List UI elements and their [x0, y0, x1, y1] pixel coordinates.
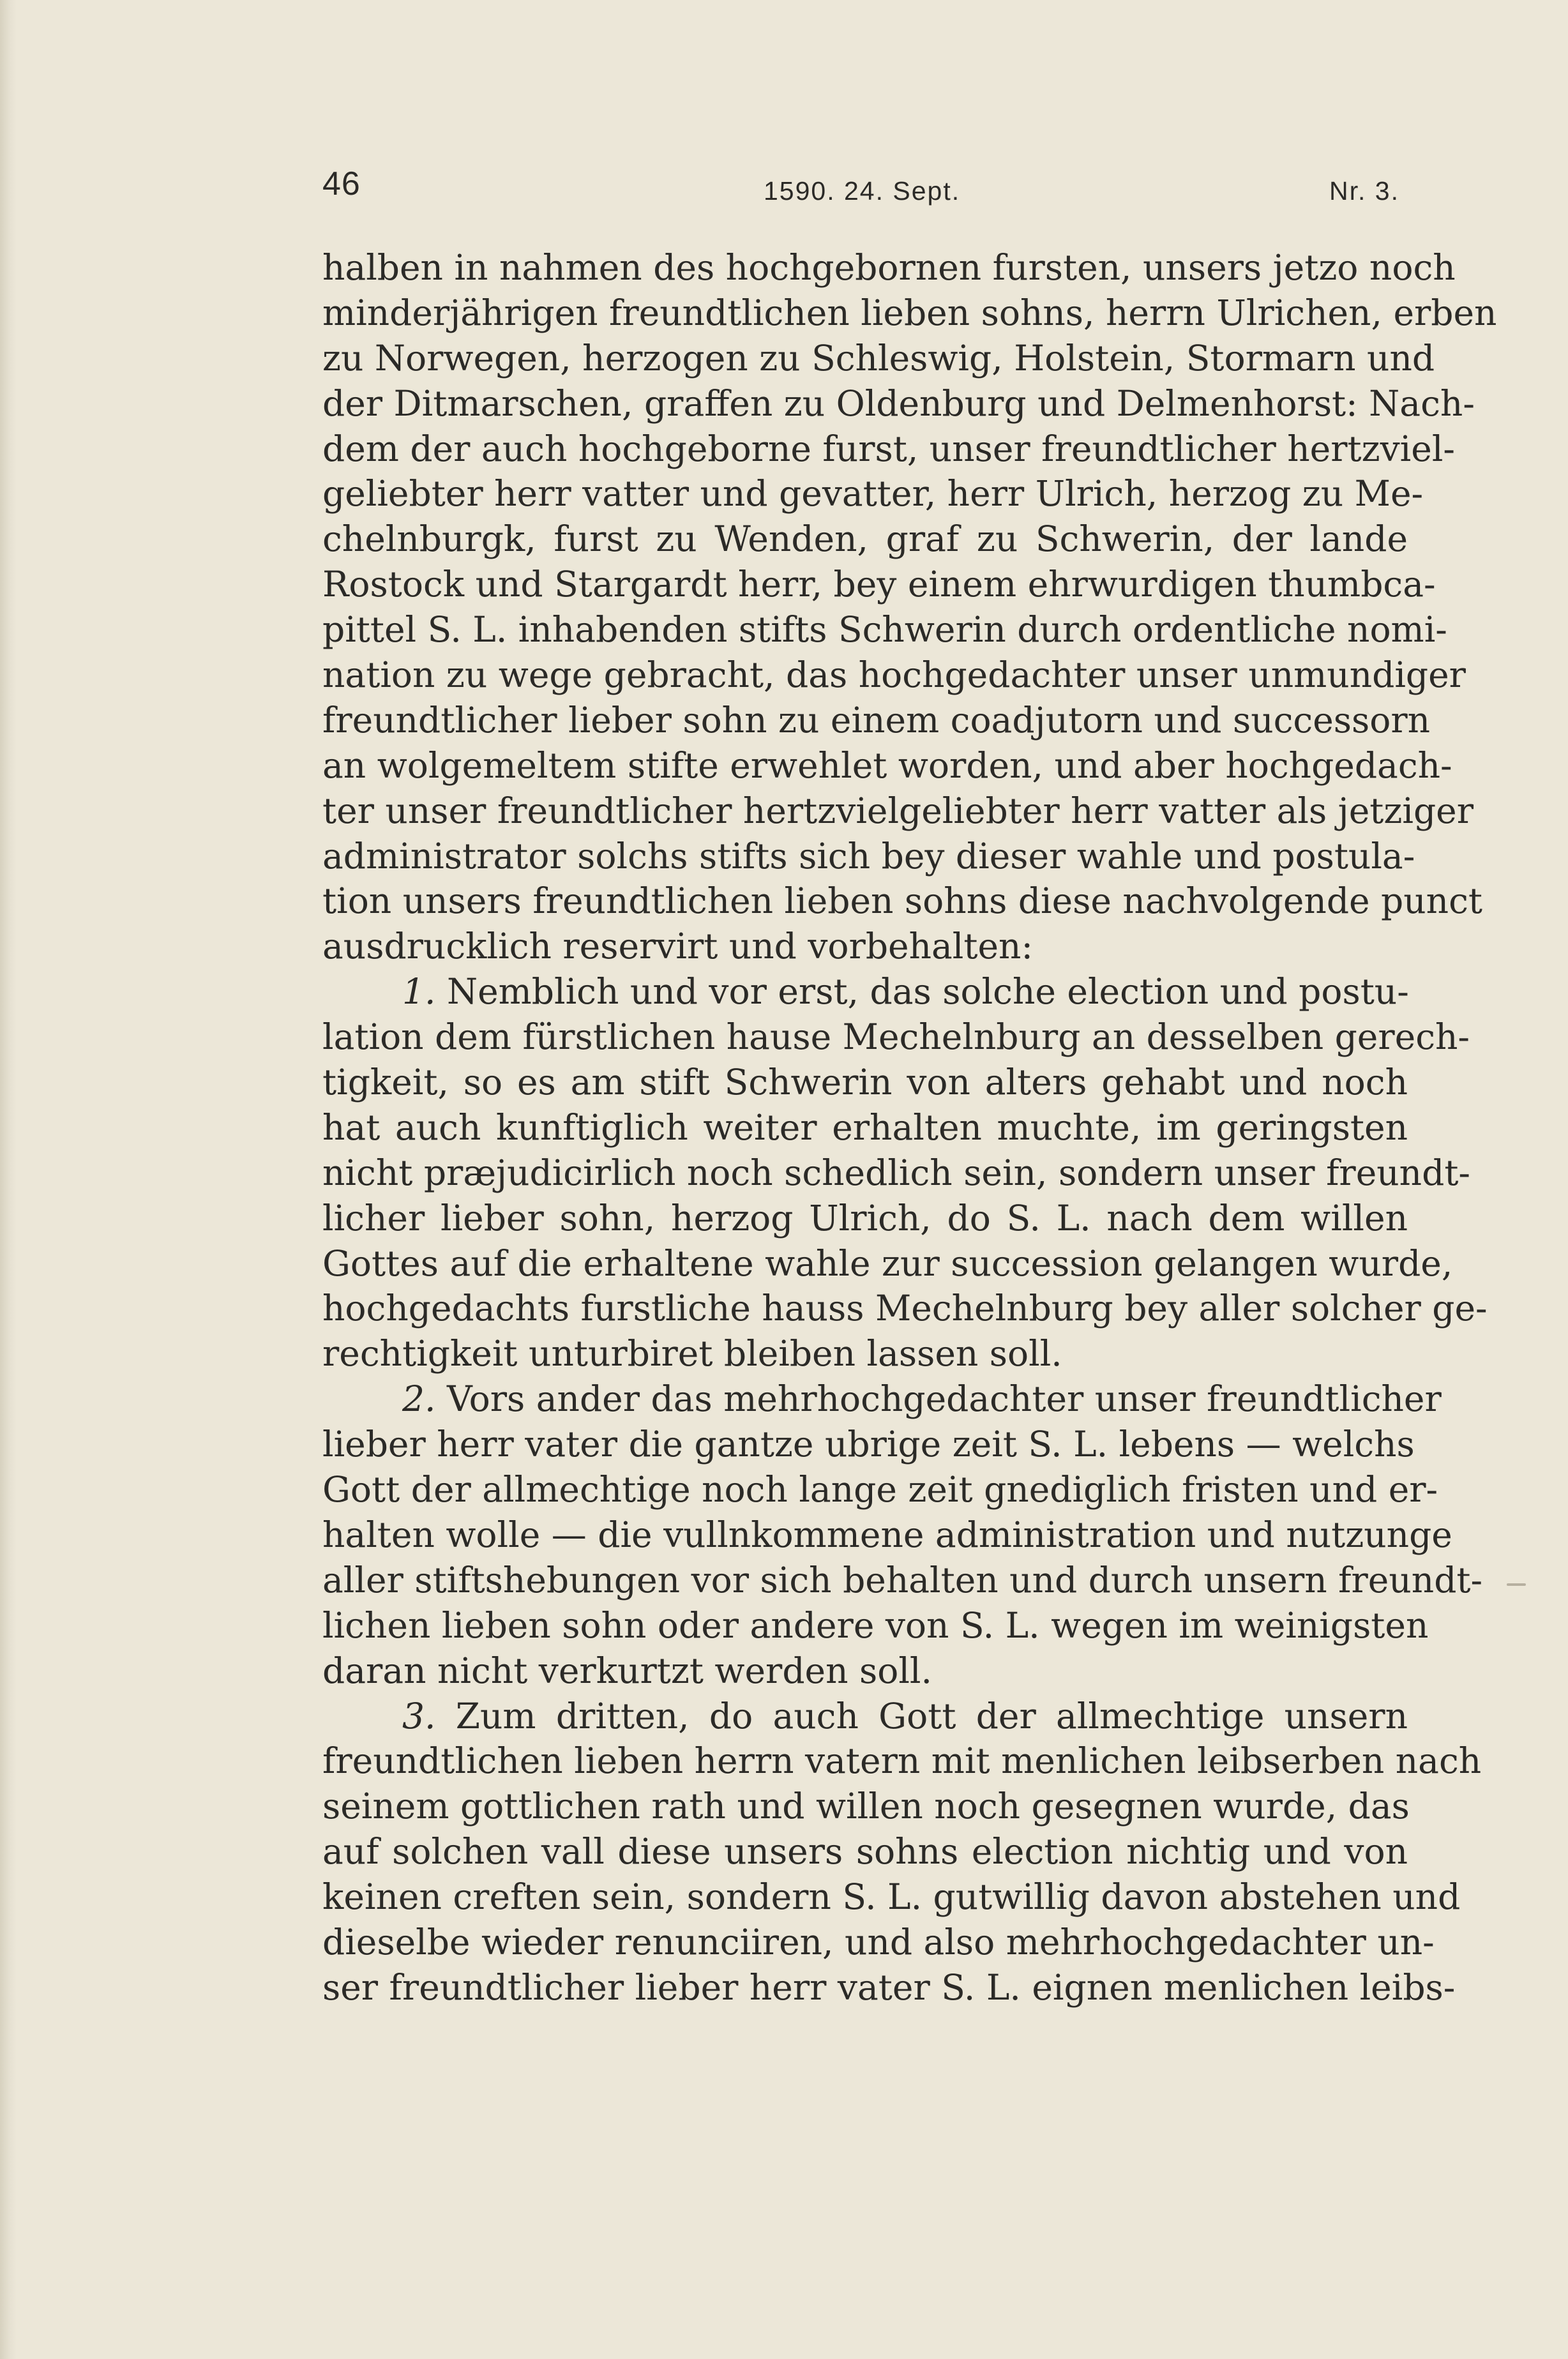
line-text: chelnburgk, furst zu Wenden, graf zu Schwerin, der lande	[322, 518, 1408, 560]
text-line	[322, 1512, 1452, 1558]
text-line	[322, 290, 1497, 336]
line-text: geliebter herr vatter und gevatter, herr Ulrich, herzog zu Me-	[322, 473, 1424, 515]
line-text: hat auch kunftiglich weiter erhalten muchte, im geringsten	[322, 1106, 1408, 1148]
text-line	[322, 1920, 1435, 1965]
line-text: keinen creften sein, sondern S. L. gutwillig davon abstehen und	[322, 1876, 1461, 1918]
line-text: daran nicht verkurtzt werden soll.	[322, 1650, 933, 1691]
text-line	[322, 381, 1475, 426]
text-line	[322, 1331, 1408, 1376]
paragraph-start-line	[322, 969, 1408, 1014]
line-text: freundtlichen lieben herrn vatern mit menlichen leibserben nach	[322, 1740, 1482, 1782]
document-date: 1590. 24. Sept.	[764, 176, 961, 206]
line-text: rechtigkeit unturbiret bleiben lassen soll.	[322, 1333, 1062, 1375]
text-line	[322, 1014, 1470, 1060]
running-header	[0, 165, 1568, 216]
text-line	[322, 1648, 1408, 1694]
line-text: halben in nahmen des hochgebornen fursten, unsers jetzo noch	[322, 247, 1456, 288]
margin-mark	[1507, 1583, 1526, 1586]
clause-number: 3.	[402, 1695, 436, 1737]
line-text: nation zu wege gebracht, das hochgedachter unser unmundiger	[322, 654, 1466, 696]
line-text: auf solchen vall diese unsers sohns election nichtig und von	[322, 1831, 1408, 1873]
text-line	[322, 1467, 1438, 1512]
line-text: lation dem fürstlichen hause Mechelnburg an desselben gerech-	[322, 1016, 1470, 1058]
text-line	[322, 743, 1452, 788]
line-text: licher lieber sohn, herzog Ulrich, do S. L. nach dem willen	[322, 1197, 1408, 1239]
line-text: ter unser freundtlicher hertzvielgeliebter herr vatter als jetziger	[322, 790, 1474, 831]
text-line	[322, 1558, 1483, 1603]
line-text: hochgedachts furstliche hauss Mechelnburg bey aller solcher ge-	[322, 1288, 1488, 1329]
line-text: tigkeit, so es am stift Schwerin von alters gehabt und noch	[322, 1062, 1408, 1103]
line-text: Vors ander das mehrhochgedachter unser freundtlicher	[446, 1378, 1442, 1420]
line-text: Gott der allmechtige noch lange zeit gnediglich fristen und er-	[322, 1469, 1438, 1511]
document-number: Nr. 3.	[1329, 176, 1399, 206]
text-line	[322, 652, 1466, 698]
line-text: zu Norwegen, herzogen zu Schleswig, Holstein, Stormarn und	[322, 337, 1435, 379]
line-text: ser freundtlicher lieber herr vater S. L. eignen menlichen leibs-	[322, 1966, 1456, 2008]
text-line	[322, 516, 1408, 562]
line-text: Gottes auf die erhaltene wahle zur succession gelangen wurde,	[322, 1242, 1453, 1284]
line-text: Rostock und Stargardt herr, bey einem ehrwurdigen thumbca-	[322, 564, 1436, 605]
text-line	[322, 788, 1474, 834]
text-line	[322, 1738, 1482, 1784]
line-text: nicht præjudicirlich noch schedlich sein, sondern unser freundt-	[322, 1152, 1471, 1193]
page-number: 46	[322, 165, 361, 202]
line-text: aller stiftshebungen vor sich behalten und durch unsern freundt-	[322, 1559, 1483, 1601]
line-text: Nemblich und vor erst, das solche election und postu-	[446, 971, 1409, 1013]
text-line	[322, 336, 1435, 381]
text-line	[322, 426, 1455, 472]
text-line	[322, 1784, 1408, 1829]
line-text: administrator solchs stifts sich bey dieser wahle und postula-	[322, 835, 1415, 877]
text-line	[322, 1196, 1408, 1241]
text-line	[322, 245, 1456, 290]
line-text: dem der auch hochgeborne furst, unser freundtlicher hertzviel-	[322, 428, 1455, 469]
page-binding-edge	[0, 0, 17, 2359]
text-line	[322, 607, 1447, 652]
clause-number: 2.	[402, 1378, 436, 1420]
line-text: seinem gottlichen rath und willen noch gesegnen wurde, das	[322, 1786, 1410, 1827]
text-line	[322, 924, 1408, 969]
line-text: lieber herr vater die gantze ubrige zeit S. L. lebens — welchs	[322, 1424, 1415, 1465]
line-text: tion unsers freundtlichen lieben sohns diese nachvolgende punct	[322, 880, 1483, 922]
line-text: an wolgemeltem stifte erwehlet worden, und aber hochgedach-	[322, 744, 1452, 786]
text-line	[322, 1150, 1471, 1196]
paragraph-start-line	[322, 1694, 1408, 1739]
line-text: ausdrucklich reservirt und vorbehalten:	[322, 926, 1033, 967]
text-line	[322, 1603, 1429, 1648]
text-line	[322, 471, 1424, 516]
line-text: lichen lieben sohn oder andere von S. L. wegen im weinigsten	[322, 1604, 1429, 1646]
line-text: der Ditmarschen, graffen zu Oldenburg und Delmenhorst: Nach-	[322, 382, 1475, 424]
text-line	[322, 1422, 1415, 1467]
line-text: minderjährigen freundtlichen lieben sohns, herrn Ulrichen, erben	[322, 292, 1497, 333]
text-line	[322, 562, 1436, 607]
clause-number: 1.	[402, 971, 436, 1013]
text-line	[322, 1829, 1408, 1874]
text-line	[322, 878, 1483, 924]
text-line	[322, 1286, 1488, 1331]
text-line	[322, 1105, 1408, 1150]
body-text	[322, 245, 1497, 2010]
text-line	[322, 1874, 1461, 1920]
text-line	[322, 698, 1431, 743]
text-line	[322, 1965, 1456, 2010]
line-text: halten wolle — die vullnkommene administration und nutzunge	[322, 1514, 1452, 1555]
text-line	[322, 834, 1415, 879]
text-line	[322, 1060, 1408, 1105]
text-line	[322, 1241, 1453, 1286]
line-text: Zum dritten, do auch Gott der allmechtige unsern	[455, 1695, 1408, 1737]
line-text: pittel S. L. inhabenden stifts Schwerin durch ordentliche nomi-	[322, 609, 1447, 651]
paragraph-start-line	[322, 1376, 1442, 1422]
line-text: freundtlicher lieber sohn zu einem coadjutorn und successorn	[322, 699, 1431, 741]
line-text: dieselbe wieder renunciiren, und also mehrhochgedachter un-	[322, 1921, 1435, 1963]
